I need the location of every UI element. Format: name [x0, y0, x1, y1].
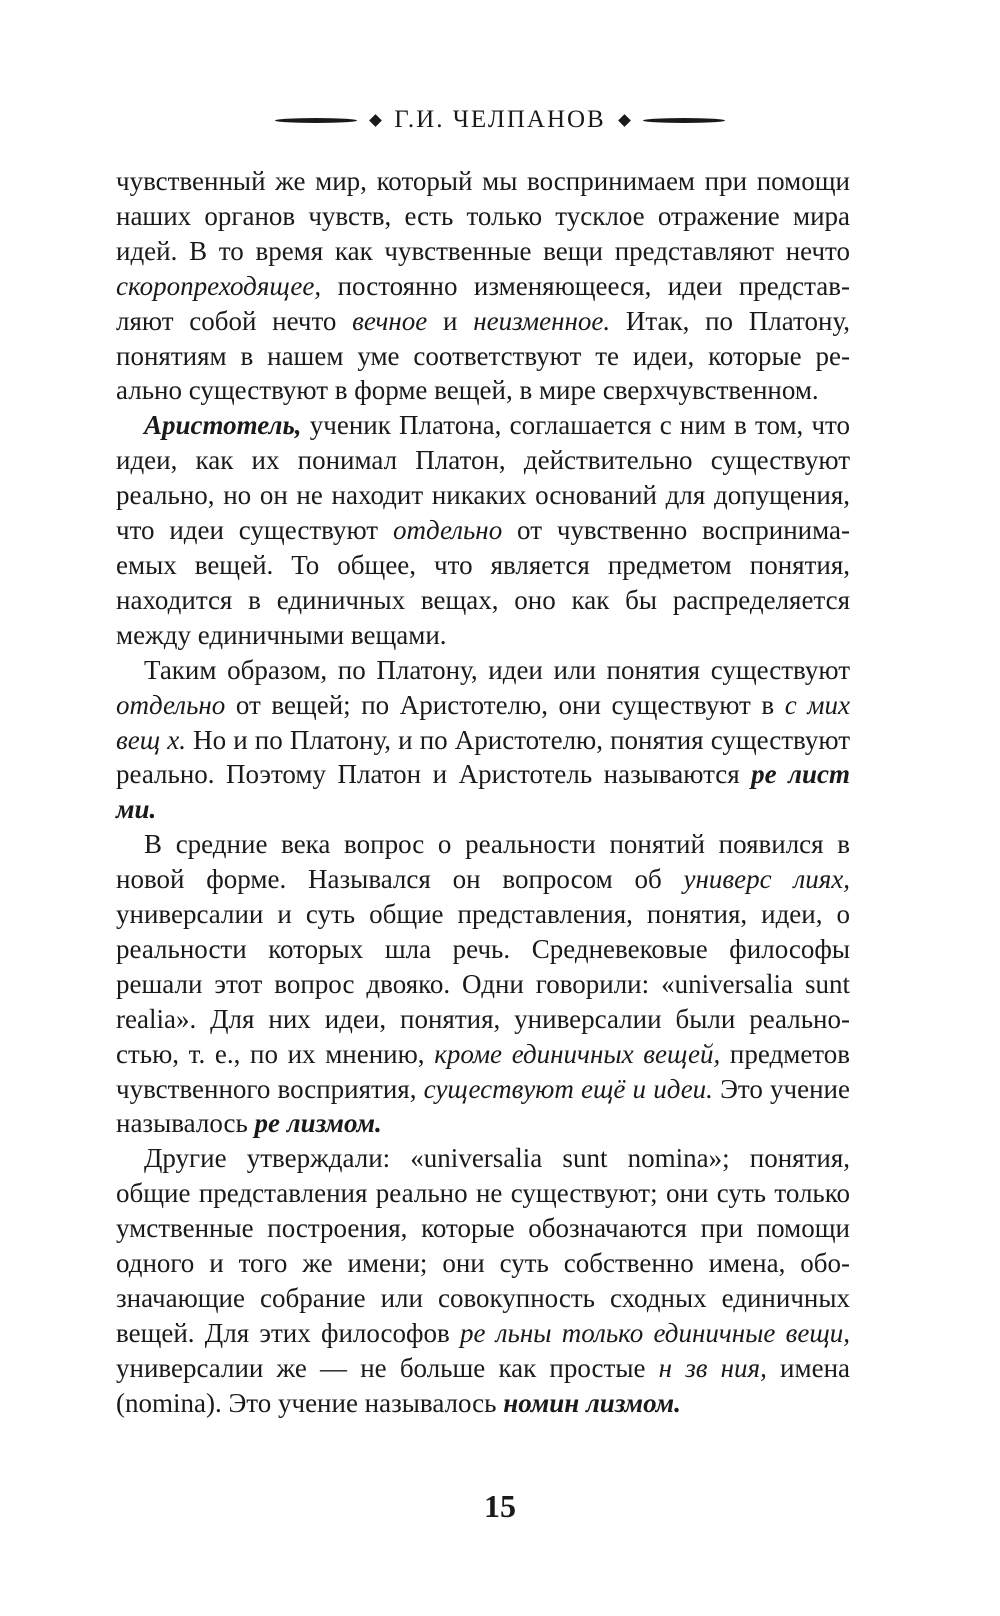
text-run: Итак, по Платону, понятиям в нашем уме соответствуют те идеи, которые реально существуют в форме вещей, в мире сверхчувственном.: [116, 305, 850, 406]
text-run: универсалии и суть общие представления, понятия, идеи, о реальности которых шла речь. Средневековые философы решали этот вопрос двояко. Одни говорили: «universalia sunt realia». Для них идеи, понятия, универсалии были реальностью, т. е., по их мнению,: [116, 899, 850, 1069]
bold-italic-term: номин лизмом.: [503, 1387, 681, 1418]
italic-emphasis: универс лиях,: [683, 864, 850, 895]
paragraph-2: [116, 408, 850, 652]
italic-emphasis: вечное: [352, 305, 428, 336]
text-run: Это учение называлось: [116, 1073, 850, 1139]
italic-emphasis: н зв ния,: [658, 1352, 767, 1383]
paragraph-3: [116, 653, 850, 828]
running-header: [0, 106, 1000, 134]
body-text: [116, 164, 850, 1421]
text-run: и: [427, 305, 474, 336]
italic-emphasis: существуют ещё и идеи.: [423, 1073, 713, 1104]
paragraph-4: [116, 827, 850, 1141]
text-run: Другие утверждали: «universalia sunt nomina»; понятия, общие представления реально не существуют; они суть только умственные построения, которые обозначаются при помощи одного и того же имени; они суть собственно имена, обозначающие собрание или совокупность сходных единичных вещей. Для этих философов: [116, 1143, 850, 1348]
italic-emphasis: ре льны только единичные вещи,: [460, 1317, 850, 1348]
text-run: от чувственно воспринимаемых вещей. То общее, что является предметом понятия, находится в единичных вещах, оно как бы распределяется между единичными вещами.: [116, 515, 850, 650]
text-run: предметов чувственного восприятия,: [116, 1038, 851, 1104]
text-run: универсалии же — не больше как простые: [116, 1352, 659, 1383]
text-run: Но и по Платону, и по Аристотелю, понятия существуют реально. Поэтому Платон и Аристотель называются: [116, 724, 850, 790]
bold-italic-term: Аристотель,: [144, 410, 302, 441]
text-run: имена (nomina). Это учение называлось: [116, 1352, 851, 1418]
italic-emphasis: с мих вещ х.: [116, 689, 850, 755]
italic-emphasis: кроме единичных вещей,: [434, 1038, 721, 1069]
header-rule-left: [275, 118, 357, 123]
text-run: Таким образом, по Платону, идеи или понятия существуют: [144, 654, 850, 685]
text-run: от вещей; по Аристотелю, они существуют в: [225, 689, 785, 720]
bold-italic-term: ре лизмом.: [254, 1108, 382, 1139]
italic-emphasis: неизменное.: [473, 305, 611, 336]
italic-emphasis: отдельно: [392, 515, 503, 546]
header-diamond-left: [369, 114, 382, 127]
italic-emphasis: отдельно: [116, 689, 226, 720]
italic-emphasis: скоропреходящее,: [116, 270, 322, 301]
paragraph-5: [116, 1141, 850, 1420]
page-number: 15: [484, 1488, 516, 1524]
running-head-title: Г.И. ЧЕЛПАНОВ: [394, 106, 606, 133]
header-rule-right: [643, 118, 725, 123]
header-diamond-right: [618, 114, 631, 127]
bold-italic-term: ре лист ми.: [116, 759, 851, 825]
paragraph-1: [116, 164, 850, 408]
text-run: ученик Платона, соглашается с ним в том, что идеи, как их понимал Платон, действительно существуют реально, но он не находит никаких оснований для допущения, что идеи существуют: [116, 410, 850, 546]
text-run: чувственный же мир, который мы воспринимаем при помощи наших органов чувств, есть только тусклое отражение мира идей. В то время как чувственные вещи представляют нечто: [116, 166, 850, 266]
text-run: постоянно изменяющееся, идеи представляют собой нечто: [116, 270, 850, 336]
text-run: В средние века вопрос о реальности понятий появился в новой форме. Назывался он вопросом об: [116, 829, 850, 895]
